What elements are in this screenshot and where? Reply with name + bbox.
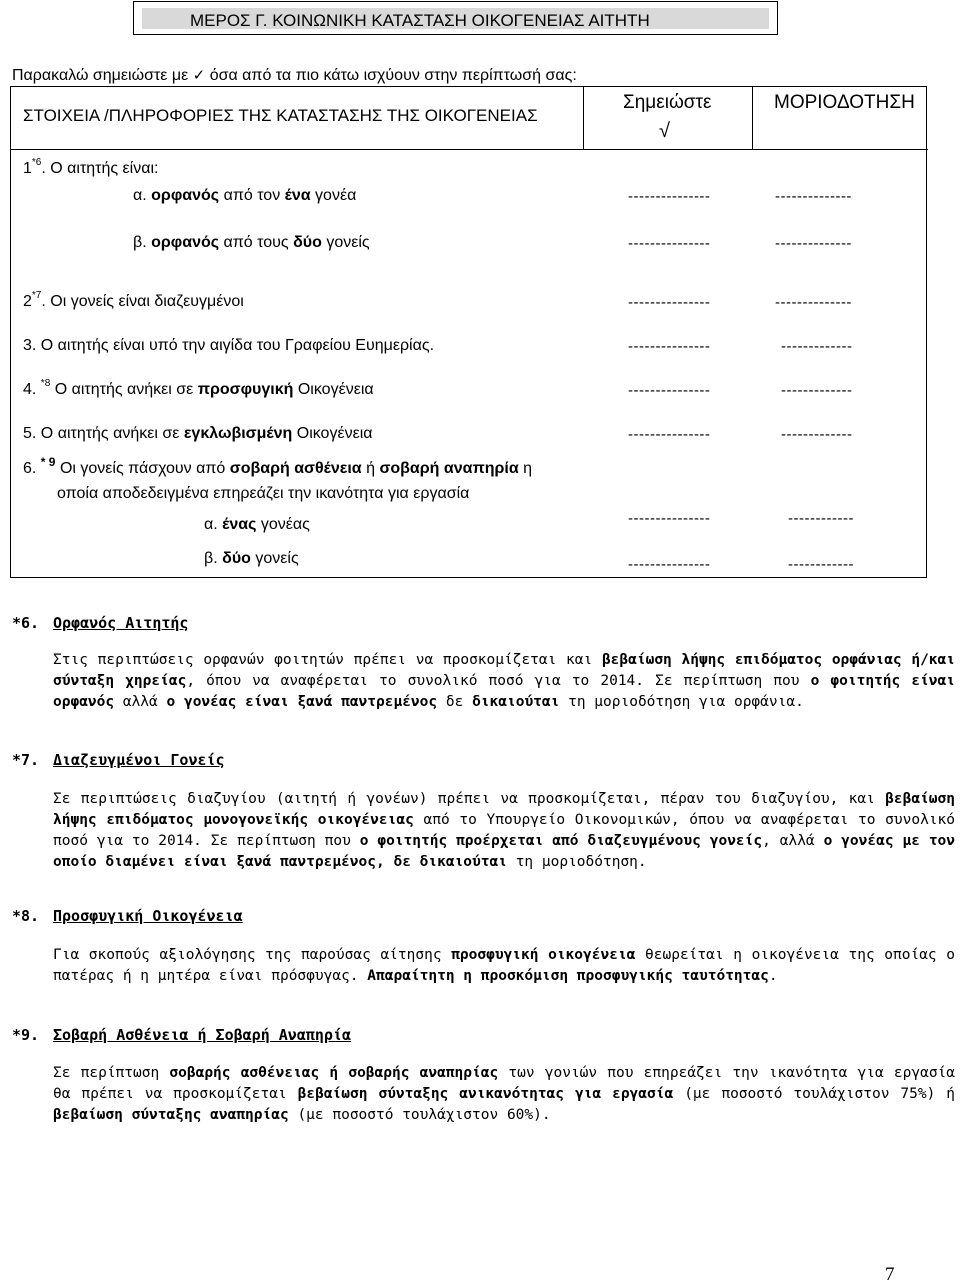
item-3-mark-field[interactable]: ---------------	[628, 338, 711, 355]
footnote-6-title: Ορφανός Αιτητής	[53, 614, 189, 632]
section-title: ΜΕΡΟΣ Γ. ΚΟΙΝΩΝΙΚΗ ΚΑΤΑΣΤΑΣΗ ΟΙΚΟΓΕΝΕΙΑΣ ΑΙΤΗΤΗ	[190, 11, 650, 30]
footnote-8-title: Προσφυγική Οικογένεια	[53, 907, 243, 925]
family-status-table	[10, 86, 927, 578]
checkmark-icon: ✓	[192, 66, 206, 84]
instructions-before: Παρακαλώ σημειώστε με	[12, 67, 189, 84]
item-3-score-field: -------------	[781, 338, 853, 355]
column-header-mark: Σημειώστε	[623, 92, 712, 113]
item-5-mark-field[interactable]: ---------------	[628, 426, 711, 443]
item-6b-label: β. δύο γονείς	[204, 550, 299, 567]
item-5-score-field: -------------	[781, 426, 853, 443]
item-6-label: 6. $^{* 9}$ Οι γονείς πάσχουν από σοβαρή ασθένεια ή σοβαρή αναπηρία η	[23, 455, 533, 477]
footnote-9-title: Σοβαρή Ασθένεια ή Σοβαρή Αναπηρία	[53, 1026, 352, 1044]
footnote-8-label: *8.	[12, 907, 40, 925]
item-1b-mark-field[interactable]: ---------------	[628, 235, 711, 252]
item-4-score-field: -------------	[781, 382, 853, 399]
column-divider-2	[752, 87, 753, 149]
section-title-box	[133, 1, 778, 35]
item-6a-mark-field[interactable]: ---------------	[628, 510, 711, 527]
item-6b-mark-field[interactable]: ---------------	[628, 556, 711, 573]
item-6-label-line2: οποία αποδεδειγμένα επηρεάζει την ικανότητα για εργασία	[57, 485, 470, 502]
item-6a-score-field: ------------	[788, 510, 854, 527]
item-6a-label: α. ένας γονέας	[204, 516, 310, 533]
page-number: 7	[885, 1264, 895, 1285]
item-1a-score-field: --------------	[775, 188, 852, 205]
instructions	[12, 66, 577, 85]
column-header-score: ΜΟΡΙΟΔΟΤΗΣΗ	[774, 92, 915, 113]
footnote-6-body: Στις περιπτώσεις ορφανών φοιτητών πρέπει να προσκομίζεται και βεβαίωση λήψης επιδόματος ορφάνιας ή/και σύνταξη χηρείας, όπου να αναφέρεται το συνολικό ποσό για το 2014. Σε περίπτωση που ο φοιτητής είναι ορφανός αλλά ο γονέας είναι ξανά παντρεμένος δε δικαιούται τη μοριοδότηση για ορφάνια.	[53, 652, 955, 710]
footnote-7-label: *7.	[12, 751, 40, 769]
item-1a-label: α. ορφανός από τον ένα γονέα	[133, 187, 357, 204]
footnote-7-body: Σε περιπτώσεις διαζυγίου (αιτητή ή γονέων) πρέπει να προσκομίζεται, πέραν του διαζυγίου, και βεβαίωση λήψης επιδόματος μονογονεϊκής οικογένειας από το Υπουργείο Οικονομικών, όπου να αναφέρεται το συνολικό ποσό για το 2014. Σε περίπτωση που ο φοιτητής προέρχεται από διαζευγμένους γονείς, αλλά ο γονέας με τον οποίο διαμένει είναι ξανά παντρεμένος, δε δικαιούται τη μοριοδότηση.	[53, 791, 956, 870]
footnote-9-body: Σε περίπτωση σοβαρής ασθένειας ή σοβαρής αναπηρίας των γονιών που επηρεάζει την ικανότητα για εργασία θα πρέπει να προσκομίζεται βεβαίωση σύνταξης ανικανότητας για εργασία (με ποσοστό τουλάχιστον 75%) ή βεβαίωση σύνταξης αναπηρίας (με ποσοστό τουλάχιστον 60%).	[53, 1065, 956, 1123]
item-2-score-field: --------------	[775, 294, 852, 311]
item-2-mark-field[interactable]: ---------------	[628, 294, 711, 311]
column-divider-1	[583, 87, 584, 149]
section-title-background	[142, 8, 769, 29]
item-6b-score-field: ------------	[788, 556, 854, 573]
item-1a-mark-field[interactable]: ---------------	[628, 188, 711, 205]
item-4-label: 4. $^{*8}$ Ο αιτητής ανήκει σε προσφυγική Οικογένεια	[23, 378, 374, 398]
item-1-label: 1$^{*6}$. Ο αιτητής είναι:	[23, 157, 159, 177]
footnote-8-body: Για σκοπούς αξιολόγησης της παρούσας αίτησης προσφυγική οικογένεια θεωρείται η οικογένεια της οποίας ο πατέρας ή η μητέρα είναι πρόσφυγας. Απαραίτητη η προσκόμιση προσφυγικής ταυτότητας.	[53, 947, 956, 984]
footnote-6-label: *6.	[12, 614, 40, 632]
item-1b-label: β. ορφανός από τους δύο γονείς	[133, 234, 370, 251]
item-2-label: 2$^{*7}$. Οι γονείς είναι διαζευγμένοι	[23, 290, 244, 310]
item-3-label: 3. Ο αιτητής είναι υπό την αιγίδα του Γραφείου Ευημερίας.	[23, 337, 435, 354]
column-header-check-symbol: √	[659, 120, 670, 142]
instructions-after: όσα από τα πιο κάτω ισχύουν στην περίπτωσή σας:	[209, 67, 577, 84]
footnote-7-title: Διαζευγμένοι Γονείς	[53, 751, 225, 769]
item-4-mark-field[interactable]: ---------------	[628, 382, 711, 399]
footnote-9-label: *9.	[12, 1026, 40, 1044]
item-1b-score-field: --------------	[775, 235, 852, 252]
header-divider	[11, 149, 928, 150]
column-header-info: ΣΤΟΙΧΕΙΑ /ΠΛΗΡΟΦΟΡΙΕΣ ΤΗΣ ΚΑΤΑΣΤΑΣΗΣ ΤΗΣ ΟΙΚΟΓΕΝΕΙΑΣ	[23, 106, 538, 125]
item-5-label: 5. Ο αιτητής ανήκει σε εγκλωβισμένη Οικογένεια	[23, 425, 373, 442]
